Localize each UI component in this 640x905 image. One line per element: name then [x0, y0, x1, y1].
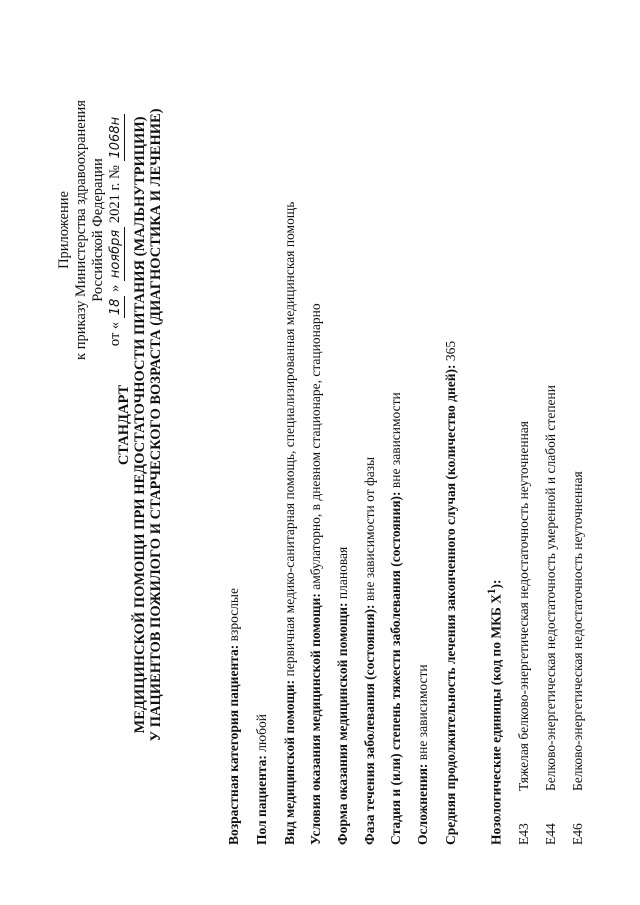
icd-description: Белково-энергетическая недостаточность умеренной и слабой степени — [543, 385, 558, 791]
field-label: Форма оказания медицинской помощи: — [335, 602, 350, 845]
icd-description: Тяжелая белково-энергетическая недостаточность неуточненная — [516, 421, 531, 791]
field-treatment-duration — [443, 341, 459, 845]
field-disease-stage — [388, 392, 404, 845]
title-standard: СТАНДАРТ — [116, 384, 132, 466]
handwritten-month: ноября — [107, 227, 125, 281]
field-disease-phase — [362, 457, 378, 845]
title-line-3: У ПАЦИЕНТОВ ПОЖИЛОГО И СТАРЧЕСКОГО ВОЗРАСТА (ДИАГНОСТИКА И ЛЕЧЕНИЕ) — [148, 108, 164, 742]
field-label: Осложнения: — [415, 763, 430, 845]
icd-code: E43 — [516, 823, 531, 845]
field-value: вне зависимости — [388, 392, 403, 492]
field-age-category — [226, 588, 242, 845]
nosology-header-end: ): — [488, 579, 504, 589]
field-value: амбулаторно, в дневном стационаре, стационарно — [308, 303, 323, 594]
field-care-form — [335, 547, 351, 845]
icd-description: Белково-энергетическая недостаточность неуточненная — [570, 471, 585, 791]
field-value: вне зависимости от фазы — [362, 456, 377, 605]
icd-code: E46 — [570, 823, 585, 845]
appendix-order-line: к приказу Министерства здравоохранения — [73, 100, 89, 360]
field-label: Возрастная категория пациента: — [226, 644, 241, 845]
document-title — [116, 45, 164, 805]
field-care-type — [282, 202, 298, 845]
field-value: вне зависимости — [415, 664, 430, 764]
date-year: 2021 г. № — [107, 165, 123, 224]
appendix-header — [56, 70, 125, 390]
field-label: Вид медицинской помощи: — [282, 679, 297, 845]
nosology-header — [486, 579, 505, 845]
field-value: любой — [254, 714, 269, 756]
field-value: первичная медико-санитарная помощь, специализированная медицинская помощь — [282, 201, 297, 680]
appendix-title: Приложение — [56, 191, 72, 269]
nosology-item — [516, 421, 532, 845]
nosology-item — [570, 471, 586, 845]
handwritten-day: 18 — [107, 296, 125, 319]
footnote-marker: 1 — [486, 588, 498, 595]
field-label: Фаза течения заболевания (состояния): — [362, 604, 377, 845]
appendix-federation-line: Российской Федерации — [90, 158, 106, 302]
nosology-item — [543, 385, 559, 845]
date-prefix: от « — [107, 321, 123, 347]
handwritten-order-number: 1068н — [107, 114, 125, 162]
field-complications — [415, 664, 431, 845]
field-value: взрослые — [226, 588, 241, 645]
field-value: 365 — [443, 340, 458, 365]
field-label: Средняя продолжительность лечения законченного случая (количество дней): — [443, 364, 458, 845]
field-label: Стадия и (или) степень тяжести заболевания (состояния): — [388, 491, 403, 845]
date-mid: » — [107, 284, 123, 293]
field-sex — [254, 714, 270, 845]
icd-code: E44 — [543, 823, 558, 845]
field-label: Условия оказания медицинской помощи: — [308, 593, 323, 845]
nosology-header-text: Нозологические единицы (код по МКБ X — [488, 594, 504, 845]
title-line-2: МЕДИЦИНСКОЙ ПОМОЩИ ПРИ НЕДОСТАТОЧНОСТИ ПИТАНИЯ (МАЛЬНУТРИЦИИ) — [132, 116, 148, 734]
field-value: плановая — [335, 546, 350, 603]
field-care-conditions — [308, 303, 324, 845]
field-label: Пол пациента: — [254, 755, 269, 845]
